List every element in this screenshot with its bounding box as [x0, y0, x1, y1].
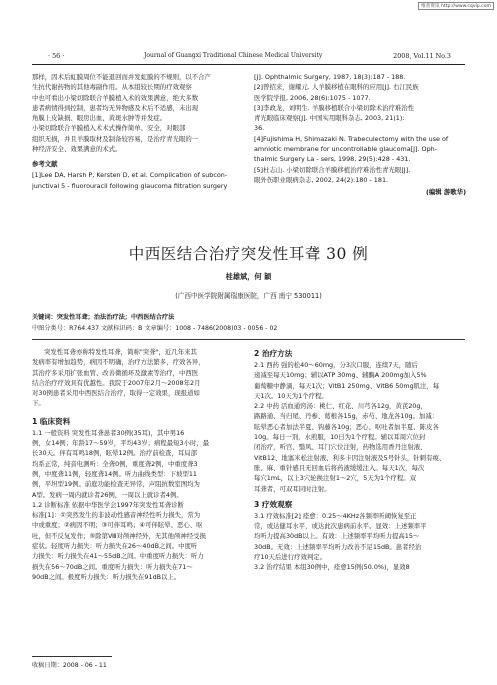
editor-note: (编辑 游歌华) [425, 188, 466, 197]
article-left-column [32, 347, 244, 652]
text-line: VitB12、地塞米松注射液、利多卡因注射液及5号针头，针刺有痠、 [254, 453, 446, 462]
text-line: [5]杜志山. 小梁切除联合羊膜移植治疗难治性青光眼[J]. [254, 165, 411, 174]
text-line: 眼外伤职业眼病杂志, 2002, 24(2):180 - 181. [254, 175, 389, 184]
page-number: · 56 · [48, 52, 65, 60]
watermark-stamp: 维普资讯 http://www.cqvip.com [418, 2, 494, 10]
text-line: 递减至每天10mg；辅以ATP 30mg、辅酶A 200mg加入5% [254, 371, 427, 380]
text-line: amniotic membrane for uncontrollable glaucoma[J]. Oph- [254, 145, 437, 154]
text-line: [3]李政龙，刘明生. 羊膜移植联合小梁切除术治疗难治性 [254, 103, 415, 112]
text-line: 90dB之间。极度听力损失：听力损失在91dB以上。 [32, 572, 181, 581]
text-line: 吐，但不反复发作；⑤除第Ⅷ对颅神经外，无其他颅神经受损 [32, 531, 206, 540]
text-line: 2.1 西药 强的松40～60mg，分3次口服，连续7天，随后 [254, 361, 418, 369]
text-line: 力损失：听力损失在41～55dB之间。中重度听力损失：听力 [32, 552, 204, 561]
text-line: 例，平坦型19例。前庭功能检查无异常，声阻抗数室图均为 [32, 480, 200, 489]
text-line: 患者病情得到控制，患者均无异物感及术后不适感，未出现 [32, 103, 199, 112]
text-line: 小梁切除联合羊膜植入术术式操作简单、安全，对眼部 [32, 124, 186, 133]
text-line: 生抗代谢药物的其他毒副作用。从本组较长期的疗效观察 [32, 83, 192, 92]
text-line: 结合治疗疗效具有优越性。我院于2007年2月～2008年2月 [32, 378, 201, 387]
prev-article-right-column [254, 72, 466, 227]
text-line: 1.2 诊断标准 依据中华医学会1997年突发性耳聋诊断 [32, 500, 184, 509]
text-line: 青光眼临床观察[J]. 中国实用眼科杂志, 2003, 21(1): [254, 114, 405, 123]
text-line: 突发性耳聋亦称特发性耳聋，简称"突聋"，近几年来其 [44, 348, 197, 356]
article-affiliation: (广西中医学院附属瑞康医院，广西 南宁 530011) [175, 292, 322, 300]
text-line: 标准[1]：①突然发生的非波动性感音神经性听力损失，常为 [32, 511, 201, 520]
section-2-body [254, 360, 466, 494]
section-1-body [32, 428, 244, 582]
prev-article-left-column [32, 72, 242, 222]
text-line: 中也可看出小梁切除联合羊膜植入术的效果满意，绝大多数 [32, 93, 199, 102]
text-line: 路路通、当归尾、丹参、葛根各15g，赤芍、地龙各10g。加减： [254, 412, 439, 421]
text-line: 例，女14例；年龄17～59岁，平均43岁；病程最短3小时，最 [32, 439, 210, 448]
section-2-heading: 2 治疗方法 [254, 349, 293, 358]
text-line: 下。 [32, 399, 45, 408]
article-right-column [254, 347, 466, 682]
text-line: 葡萄糖中静滴，每天1次；VitB1 250mg、VitB6 50mg肌注，每 [254, 381, 440, 390]
text-line: 3.2 治疗结果 本组30例中，痊愈15例(50.0%)，显效8 [254, 563, 410, 572]
running-header [32, 50, 465, 65]
intro-paragraph [32, 347, 244, 409]
received-date: 收稿日期：2008 - 06 - 11 [32, 662, 107, 669]
text-line: 疗10天后进行疗效判定。 [254, 553, 327, 562]
section-3-body [254, 511, 466, 573]
text-line: 眩晕恶心者加法半夏、钩藤各10g；恶心、呕吐者加半夏、陈皮各 [254, 422, 439, 431]
references-left [32, 170, 242, 191]
text-line: junctival 5 - fluorouracil following glaucoma filtration surgery [32, 181, 228, 190]
text-line: 30dB。无效：上述频率平均听力改善不足15dB。患者经治 [254, 542, 422, 551]
keywords-block [32, 312, 465, 334]
text-line: 均系正常，纯音电测听：全聋0例，重度聋2例，中重度聋3 [32, 459, 198, 468]
references-heading: 参考文献 [32, 160, 58, 169]
text-line: 中或重度；②病因不明；③可伴耳鸣；④可伴眩晕、恶心、呕 [32, 521, 203, 530]
text-line: thalmic Surgery La - sers, 1998, 29(5):428 - 431. [254, 155, 411, 164]
text-line: 2.2 中药 活血通窍汤：桃仁、红花、川芎各12g，黄芪20g， [254, 402, 427, 411]
separator-line [32, 339, 465, 340]
footnote-rule [32, 656, 112, 657]
text-line: [1]Lee DA, Harsh P, Kersten D, et al. Complication of subcon- [32, 171, 228, 180]
keywords-line: 关键词：突发性耳聋；治法治疗法；中西医结合疗法 [32, 314, 175, 321]
text-line: 1.1 一般资料 突发性耳聋患者30例(35耳)，其中男16 [32, 428, 185, 437]
classification-line: 中图分类号：R764.437 文献标识码：B 文章编号：1008 - 7486(2008)03 - 0056 - 02 [32, 325, 278, 332]
text-line: 常，或达健耳水平，或达此次患病前水平。显效：上述频率平 [254, 522, 427, 531]
text-line: 每穴1mL，以上3穴轮换注射1～2穴，5天为1个疗程。双 [254, 474, 416, 483]
text-line: 长30天。伴有耳鸣18例，眩晕12例。治疗前检查，耳局部 [32, 449, 197, 458]
text-line: 对30例患者采用中西医结合治疗，取得一定效果，现报道如 [32, 389, 200, 398]
text-line: 3.1 疗效标准[2] 痊愈：0.25～4KHz各频率听阈恢复至正 [254, 511, 417, 520]
text-line: 闭治疗，听宫、翳风、耳门穴位注射，药物选用香丹注射液、 [254, 443, 427, 452]
text-line: 耳聋者，可双耳同时注射。 [254, 484, 331, 493]
text-line: A型。发病一周内就诊者26例，一周以上就诊者4例。 [32, 490, 183, 499]
text-line: 种经济安全、效果满意的术式。 [32, 145, 122, 154]
text-line: [4]Fujishima H, Shimazaki N. Trabeculectomy with the use of [254, 134, 449, 143]
text-line: 角膜上皮缺损、眼房出血、黄斑水肿等并发症。 [32, 114, 167, 123]
section-1-heading: 1 临床资料 [32, 416, 71, 426]
text-line: 其治疗多采用扩张血管、改善微循环及激素等治疗，中西医 [32, 368, 199, 377]
issue-info: 2008, Vol.11 No.3 [393, 52, 451, 60]
text-line: 那样，因术后虹膜周位不能退回而并发虹膜的不规则，以不合产 [32, 73, 211, 81]
article-authors: 桂雄斌，何 颖 [225, 272, 272, 281]
text-line: 10g。每日一剂，水煎服，10日为1个疗程。辅以耳周穴位封 [254, 433, 426, 442]
text-line: 胀、麻、重针感且无回血后将药液缓缓注入。每天1次，每次 [254, 463, 425, 472]
text-line: 组织无损，并且羊膜取材及制备较容易，是治疗青光眼的一 [32, 134, 199, 143]
text-line: 症状。轻度听力损失：听力损失在26～40dB之间。中度听 [32, 542, 198, 551]
text-line: 均听力提高30dB以上。有效：上述频率平均听力提高15～ [254, 532, 420, 541]
text-line: 医学院学报, 2006, 28(6):1075 - 1077. [254, 93, 371, 102]
section-3-heading: 3 疗效观察 [254, 499, 293, 509]
text-line: [2]曾招来，谢耀元. 人羊膜移植在眼科的应用[J]. 右江民族 [254, 83, 419, 92]
text-line: 发病率有增加趋势，病因不明确，治疗方法繁多，疗效各异， [32, 358, 205, 367]
text-line: 36. [254, 124, 265, 133]
text-line: 天1次。10天为1个疗程。 [254, 391, 328, 400]
text-line: [J]. Ophthalmic Surgery, 1987, 18(3):187 - 188. [254, 73, 406, 81]
text-line: 损失在56～70dB之间。重度听力损失：听力损失在71～ [32, 562, 193, 571]
prev-article-body [32, 72, 242, 154]
journal-name: Journal of Guangxi Traditional Chinese Medical University [144, 52, 323, 59]
article-title: 中西医结合治疗突发性耳聋 30 例 [128, 245, 369, 263]
text-line: 例，中度聋11例，轻度聋14例。听力曲线类型：下坡型11 [32, 469, 197, 478]
references-right [254, 72, 466, 185]
